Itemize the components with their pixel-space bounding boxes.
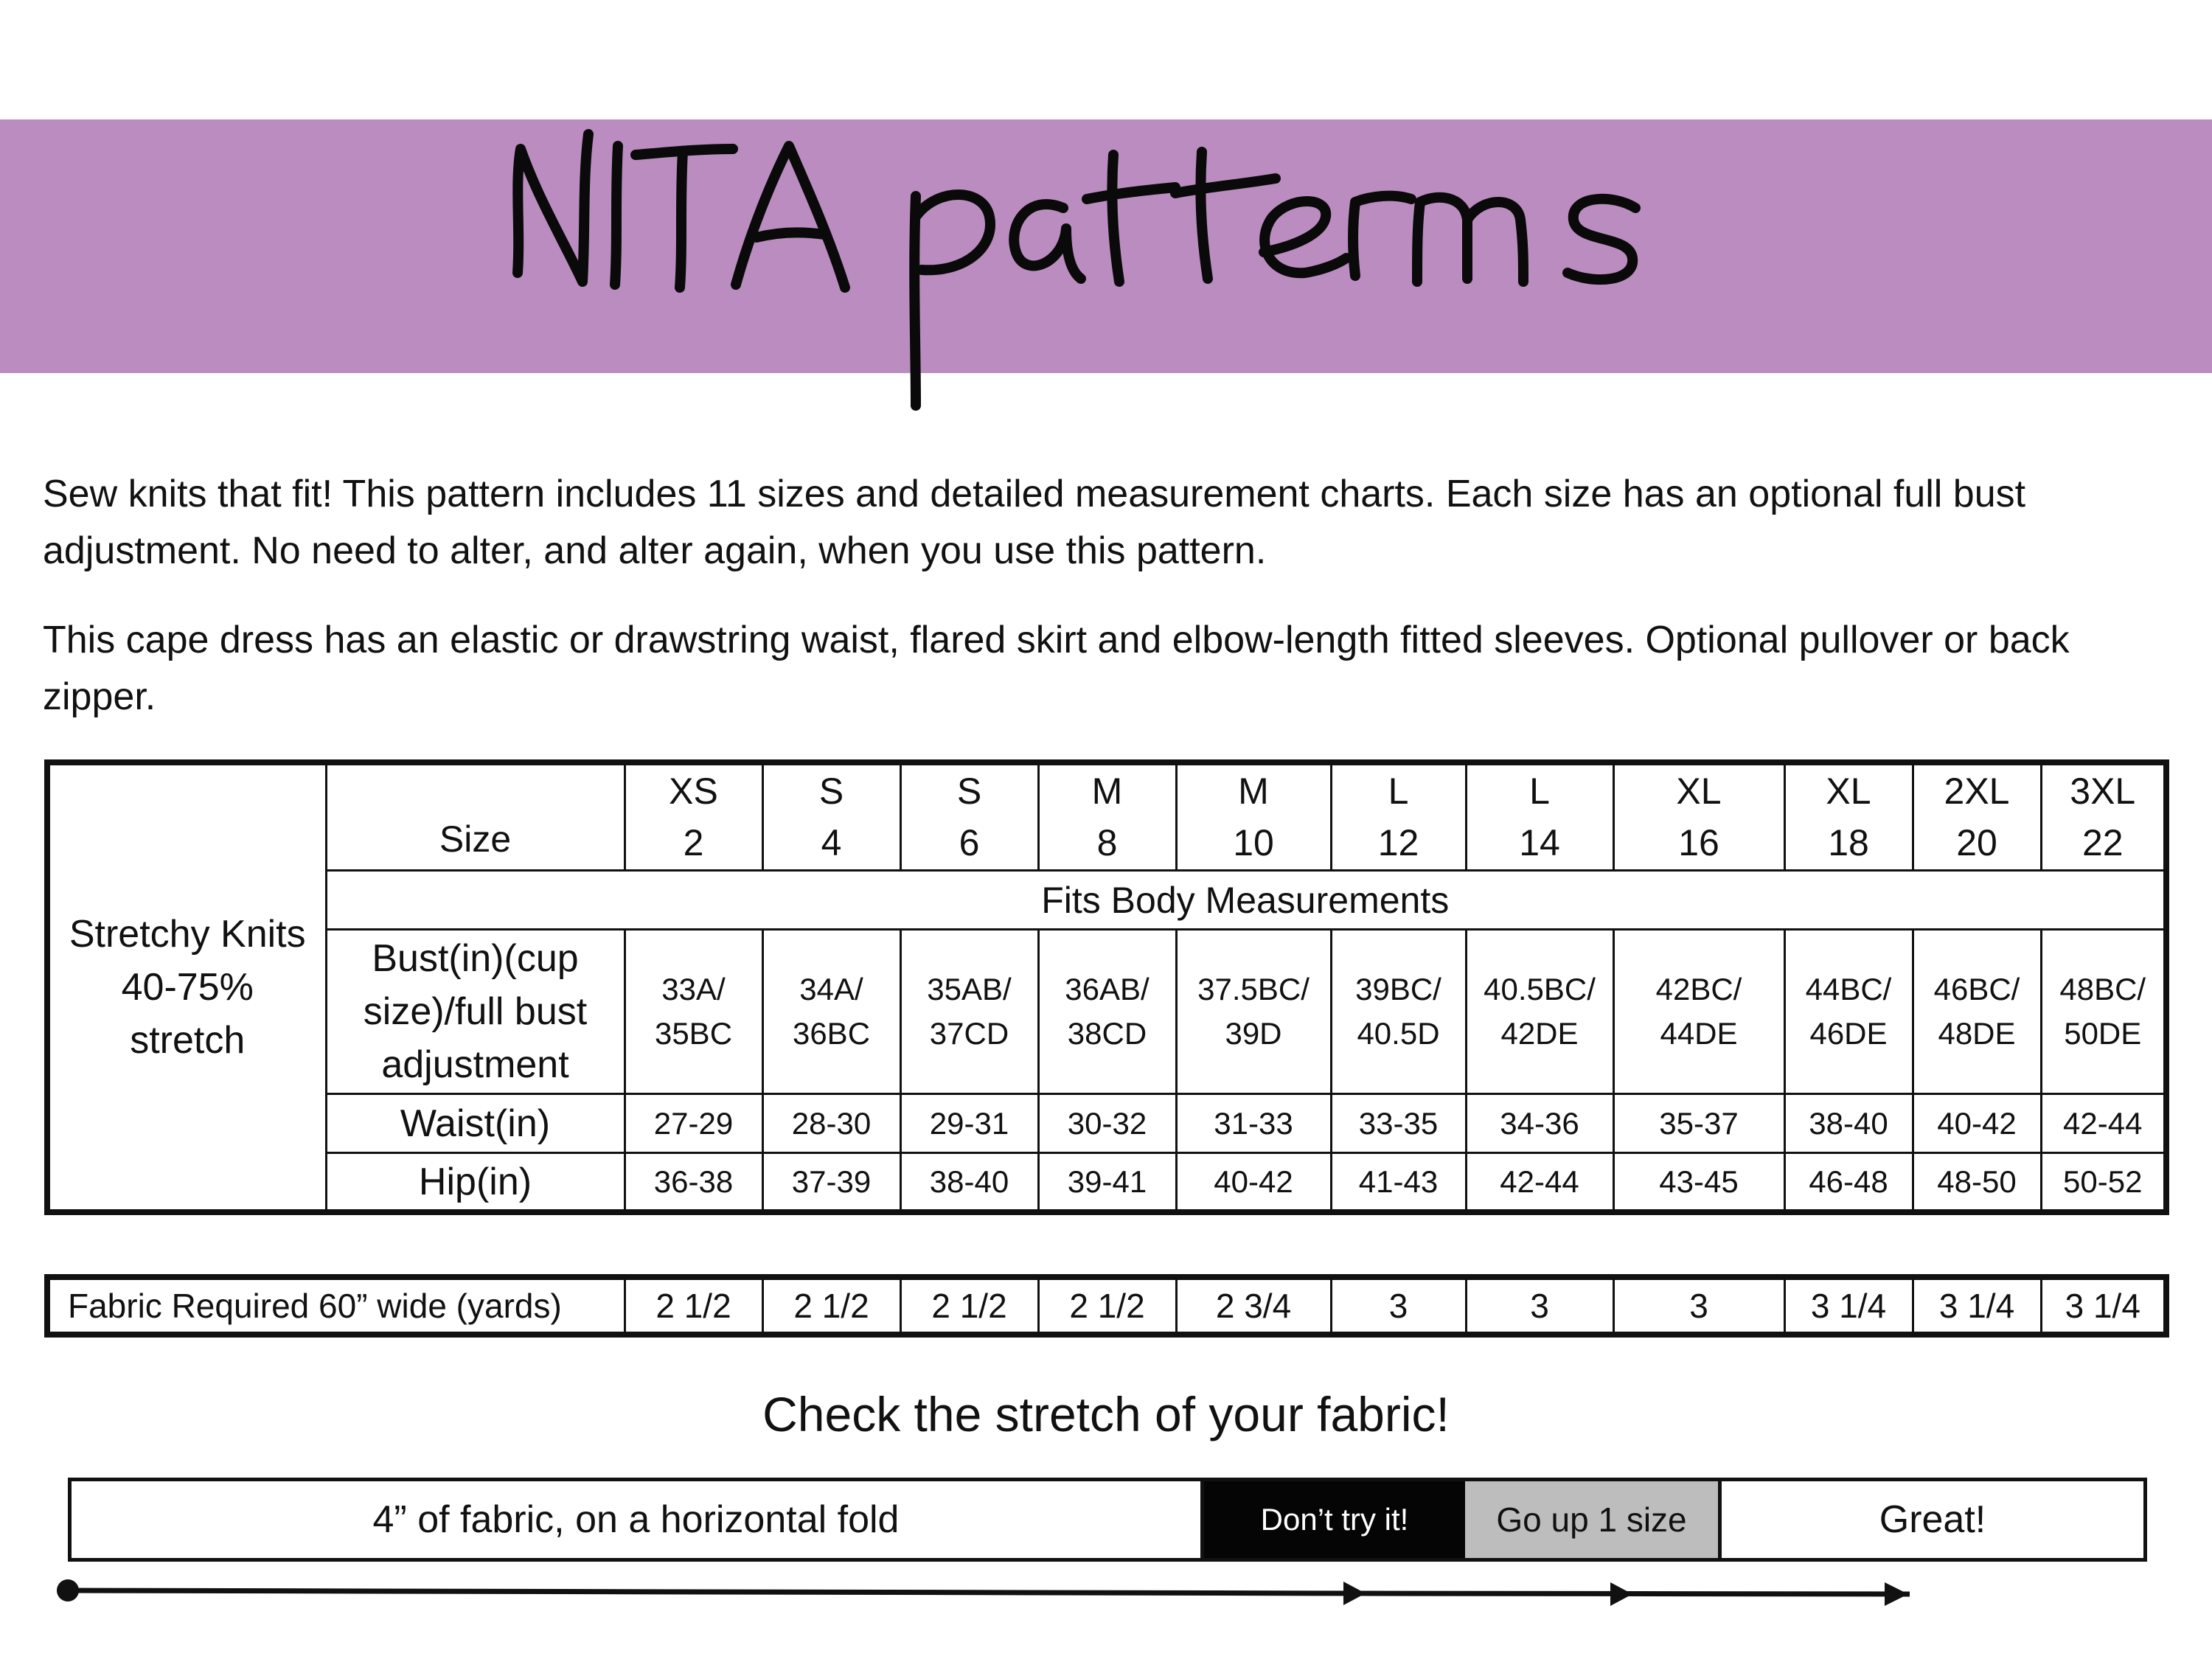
arrow-head-3 [1885, 1582, 1908, 1606]
size-letter: XL [1826, 771, 1871, 813]
full-bust-value: 39D [1225, 1016, 1282, 1051]
stretch-guide-bar [68, 1478, 2147, 1562]
full-bust-value: 40.5D [1357, 1016, 1440, 1051]
full-bust-value: 50DE [2064, 1016, 2142, 1051]
fabric-yards-cell: 3 1/4 [2041, 1277, 2166, 1335]
fabric-yards-cell: 2 3/4 [1176, 1277, 1331, 1335]
bust-value: 34A/ [799, 972, 863, 1007]
waist-cell: 28-30 [762, 1093, 900, 1152]
bust-value: 48BC/ [2059, 972, 2146, 1007]
size-column-header [762, 762, 900, 870]
hip-cell: 43-45 [1613, 1153, 1784, 1212]
size-number: 14 [1519, 822, 1560, 864]
hip-cell: 36-38 [625, 1153, 762, 1212]
fabric-yards-cell: 2 1/2 [900, 1277, 1038, 1335]
fabric-yards-cell: 2 1/2 [762, 1277, 900, 1335]
dont-try-segment: Don’t try it! [1204, 1481, 1465, 1558]
bust-value: 46BC/ [1933, 972, 2020, 1007]
bust-label-line: adjustment [381, 1043, 569, 1087]
bust-cell [625, 930, 762, 1094]
bust-cell [1613, 930, 1784, 1094]
full-bust-value: 38CD [1067, 1016, 1147, 1051]
full-bust-value: 46DE [1809, 1016, 1888, 1051]
hip-cell: 39-41 [1038, 1153, 1176, 1212]
fabric-yards-cell: 3 1/4 [1784, 1277, 1913, 1335]
waist-cell: 33-35 [1331, 1093, 1466, 1152]
size-number: 22 [2081, 822, 2124, 864]
size-number: 2 [683, 822, 704, 864]
bust-label-line: size)/full bust [363, 990, 588, 1034]
fabric-yards-cell: 3 [1331, 1277, 1466, 1335]
size-letter: L [1529, 771, 1550, 813]
intro-paragraph-fit: Sew knits that fit! This pattern includes 11 sizes and detailed measurement charts. Each size has an optional full bust adjustment. No need to alter, and alter again, when you use this pattern. [43, 473, 2026, 572]
stretch-range-line: 40-75% [121, 966, 254, 1009]
size-number: 8 [1096, 822, 1118, 864]
waist-cell: 42-44 [2041, 1093, 2166, 1152]
waist-row-label: Waist(in) [326, 1093, 625, 1152]
size-letter: XS [669, 771, 718, 813]
size-column-header [1331, 762, 1466, 870]
stretch-check-title: Check the stretch of your fabric! [762, 1387, 1450, 1441]
stretch-word-line: stretch [130, 1019, 246, 1062]
size-column-header [1466, 762, 1613, 870]
fabric-type-line: Stretchy Knits [69, 913, 306, 956]
bust-value: 35AB/ [927, 972, 1012, 1007]
stretch-arrow-line [52, 1578, 1910, 1622]
full-bust-value: 36BC [792, 1016, 871, 1051]
size-number: 10 [1233, 822, 1274, 864]
size-letter: XL [1676, 771, 1722, 813]
fabric-required-table [44, 1274, 2169, 1338]
bust-value: 37.5BC/ [1197, 972, 1310, 1007]
bust-cell [1784, 930, 1913, 1094]
arrow-shaft [68, 1590, 1910, 1594]
size-header: Size [326, 762, 625, 870]
fabric-yards-cell: 3 [1613, 1277, 1784, 1335]
waist-cell: 34-36 [1466, 1093, 1613, 1152]
size-letter: 3XL [2070, 771, 2136, 813]
hip-cell: 38-40 [900, 1153, 1038, 1212]
bust-cell [900, 930, 1038, 1094]
size-letter: M [1238, 771, 1269, 813]
bust-value: 36AB/ [1065, 972, 1150, 1007]
hip-row-label: Hip(in) [326, 1153, 625, 1212]
bust-value: 40.5BC/ [1484, 972, 1596, 1007]
fabric-fold-segment: 4” of fabric, on a horizontal fold [72, 1481, 1204, 1558]
bust-value: 44BC/ [1805, 972, 1892, 1007]
hip-cell: 48-50 [1913, 1153, 2041, 1212]
bust-value: 33A/ [661, 972, 726, 1007]
size-column-header [1038, 762, 1176, 870]
size-chart-table [44, 759, 2169, 1215]
size-column-header [1913, 762, 2041, 870]
bust-cell [762, 930, 900, 1094]
hip-cell: 41-43 [1331, 1153, 1466, 1212]
fits-body-measurements-header: Fits Body Measurements [326, 870, 2166, 929]
size-letter: S [818, 771, 844, 813]
full-bust-value: 44DE [1660, 1016, 1738, 1051]
waist-cell: 38-40 [1784, 1093, 1913, 1152]
fabric-yards-cell: 2 1/2 [625, 1277, 762, 1335]
fabric-required-label: Fabric Required 60” wide (yards) [47, 1277, 625, 1335]
hip-cell: 42-44 [1466, 1153, 1613, 1212]
waist-cell: 30-32 [1038, 1093, 1176, 1152]
size-number: 20 [1956, 822, 1997, 864]
size-number: 12 [1377, 822, 1419, 864]
bust-value: 39BC/ [1355, 972, 1441, 1007]
bust-cell [2041, 930, 2166, 1094]
size-letter: S [956, 771, 982, 813]
waist-cell: 31-33 [1176, 1093, 1331, 1152]
arrow-head-1 [1343, 1582, 1366, 1605]
size-column-header [1176, 762, 1331, 870]
intro-paragraph-description: This cape dress has an elastic or drawstring waist, flared skirt and elbow-length fitted sleeves. Optional pullover or back zipper. [43, 619, 2070, 718]
waist-cell: 40-42 [1913, 1093, 2041, 1152]
hip-cell: 37-39 [762, 1153, 900, 1212]
bust-cell [1176, 930, 1331, 1094]
bust-row-label [326, 930, 625, 1094]
hip-cell: 50-52 [2041, 1153, 2166, 1212]
size-column-header [1613, 762, 1784, 870]
bust-value: 42BC/ [1655, 972, 1742, 1007]
great-segment: Great! [1879, 1498, 1986, 1541]
nita-patterns-logo [509, 111, 1747, 442]
size-number: 4 [821, 822, 842, 864]
full-bust-value: 48DE [1938, 1016, 2016, 1051]
fabric-yards-cell: 2 1/2 [1038, 1277, 1176, 1335]
arrow-head-2 [1610, 1582, 1632, 1606]
bust-cell [1331, 930, 1466, 1094]
fabric-yards-cell: 3 [1466, 1277, 1613, 1335]
bust-cell [1466, 930, 1613, 1094]
hip-cell: 46-48 [1784, 1153, 1913, 1212]
waist-cell: 27-29 [625, 1093, 762, 1152]
fabric-type-cell [47, 762, 326, 1212]
size-number: 6 [959, 822, 980, 864]
size-column-header [900, 762, 1038, 870]
size-number: 16 [1678, 822, 1719, 864]
full-bust-value: 42DE [1500, 1016, 1579, 1051]
bust-cell [1038, 930, 1176, 1094]
size-letter: L [1388, 771, 1409, 813]
waist-cell: 35-37 [1613, 1093, 1784, 1152]
fabric-yards-cell: 3 1/4 [1913, 1277, 2041, 1335]
size-column-header [1784, 762, 1913, 870]
hip-cell: 40-42 [1176, 1153, 1331, 1212]
full-bust-value: 37CD [929, 1016, 1009, 1051]
go-up-size-segment: Go up 1 size [1465, 1481, 1722, 1558]
size-number: 18 [1828, 822, 1869, 864]
size-letter: M [1091, 771, 1123, 813]
full-bust-value: 35BC [654, 1016, 733, 1051]
size-column-header [625, 762, 762, 870]
bust-label-line: Bust(in)(cup [372, 937, 579, 981]
waist-cell: 29-31 [900, 1093, 1038, 1152]
size-letter: 2XL [1944, 771, 2010, 813]
size-column-header [2041, 762, 2166, 870]
bust-cell [1913, 930, 2041, 1094]
